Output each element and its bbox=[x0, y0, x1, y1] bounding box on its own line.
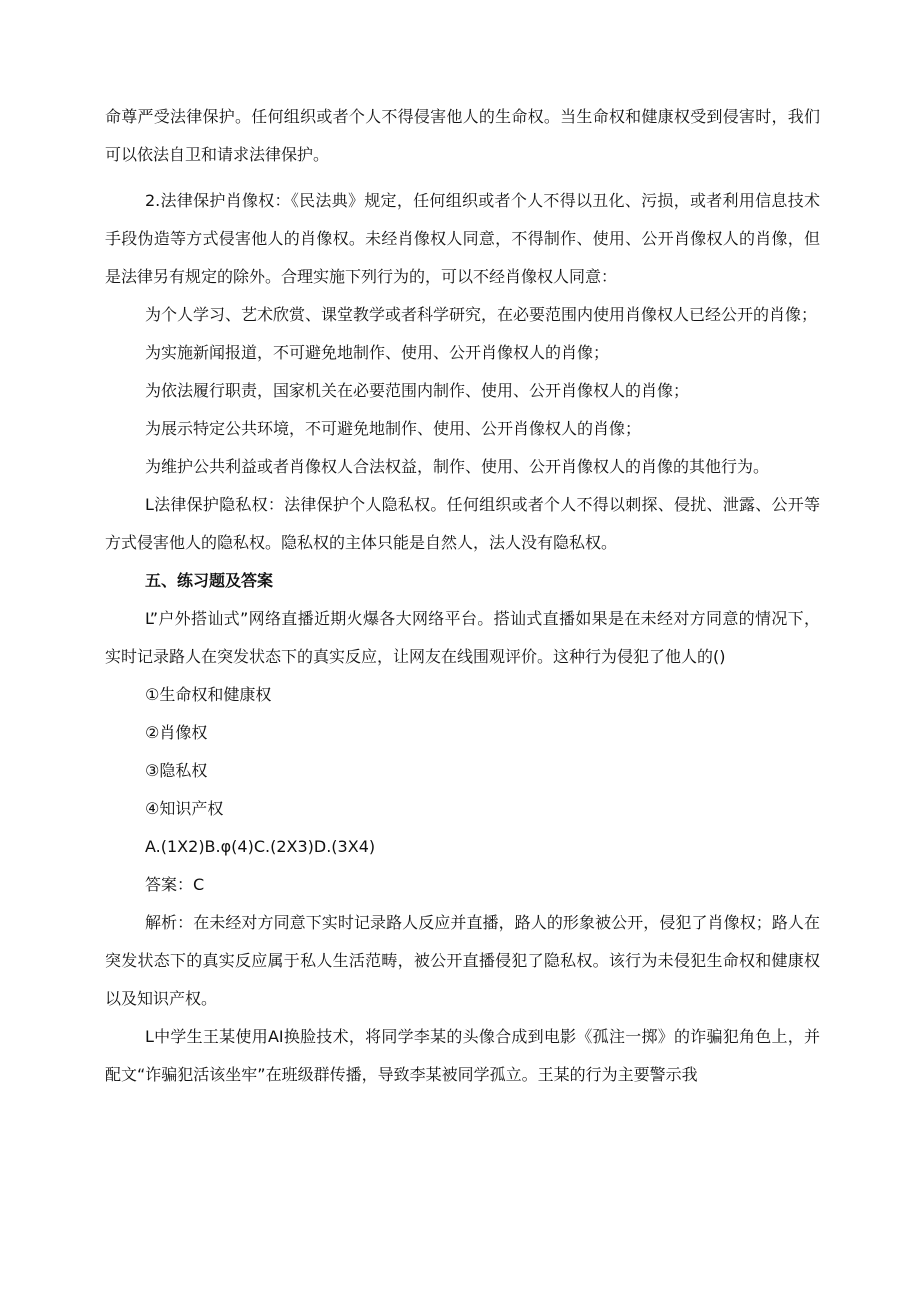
portrait-exception-4: 为展示特定公共环境，不可避免地制作、使用、公开肖像权人的肖像； bbox=[145, 419, 642, 438]
portrait-exception-5: 为维护公共利益或者肖像权人合法权益，制作、使用、公开肖像权人的肖像的其他行为。 bbox=[145, 457, 770, 476]
question-2-stem: L中学生王某使用AI换脸技术，将同学李某的头像合成到电影《孤注一掷》的诈骗犯角色上，并配文“诈骗犯活该坐牢”在班级群传播，导致李某被同学孤立。王某的行为主要警示我 bbox=[105, 1027, 820, 1084]
paragraph-portrait-right: 2.法律保护肖像权：《民法典》规定，任何组织或者个人不得以丑化、污损，或者利用信息技术手段伪造等方式侵害他人的肖像权。未经肖像权人同意，不得制作、使用、公开肖像权人的肖像，但是法律另有规定的除外。合理实施下列行为的，可以不经肖像权人同意： bbox=[105, 191, 820, 286]
question-1-choices: A.(1X2)B.φ(4)C.(2X3)D.(3X4) bbox=[145, 837, 376, 856]
question-1-option-3: ③隐私权 bbox=[145, 761, 208, 780]
section-heading: 五、练习题及答案 bbox=[145, 571, 274, 590]
question-1-option-2: ②肖像权 bbox=[145, 723, 208, 742]
document-page bbox=[105, 98, 820, 1094]
portrait-exception-3: 为依法履行职责，国家机关在必要范围内制作、使用、公开肖像权人的肖像； bbox=[145, 381, 690, 400]
question-1-analysis: 解析：在未经对方同意下实时记录路人反应并直播，路人的形象被公开，侵犯了肖像权；路人在突发状态下的真实反应属于私人生活范畴，被公开直播侵犯了隐私权。该行为未侵犯生命权和健康权以及知识产权。 bbox=[105, 913, 820, 1008]
question-1-stem: L”户外搭讪式”网络直播近期火爆各大网络平台。搭讪式直播如果是在未经对方同意的情况下，实时记录路人在突发状态下的真实反应，让网友在线围观评价。这种行为侵犯了他人的() bbox=[105, 609, 820, 666]
portrait-exception-1: 为个人学习、艺术欣赏、课堂教学或者科学研究，在必要范围内使用肖像权人已经公开的肖像； bbox=[145, 305, 818, 324]
paragraph-life-right: 命尊严受法律保护。任何组织或者个人不得侵害他人的生命权。当生命权和健康权受到侵害时，我们可以依法自卫和请求法律保护。 bbox=[105, 107, 820, 164]
portrait-exception-2: 为实施新闻报道，不可避免地制作、使用、公开肖像权人的肖像； bbox=[145, 343, 610, 362]
question-1-option-4: ④知识产权 bbox=[145, 799, 224, 818]
question-1-answer: 答案：C bbox=[145, 875, 205, 894]
question-1-option-1: ①生命权和健康权 bbox=[145, 685, 272, 704]
paragraph-privacy-right: L法律保护隐私权：法律保护个人隐私权。任何组织或者个人不得以刺探、侵扰、泄露、公开等方式侵害他人的隐私权。隐私权的主体只能是自然人，法人没有隐私权。 bbox=[105, 495, 820, 552]
